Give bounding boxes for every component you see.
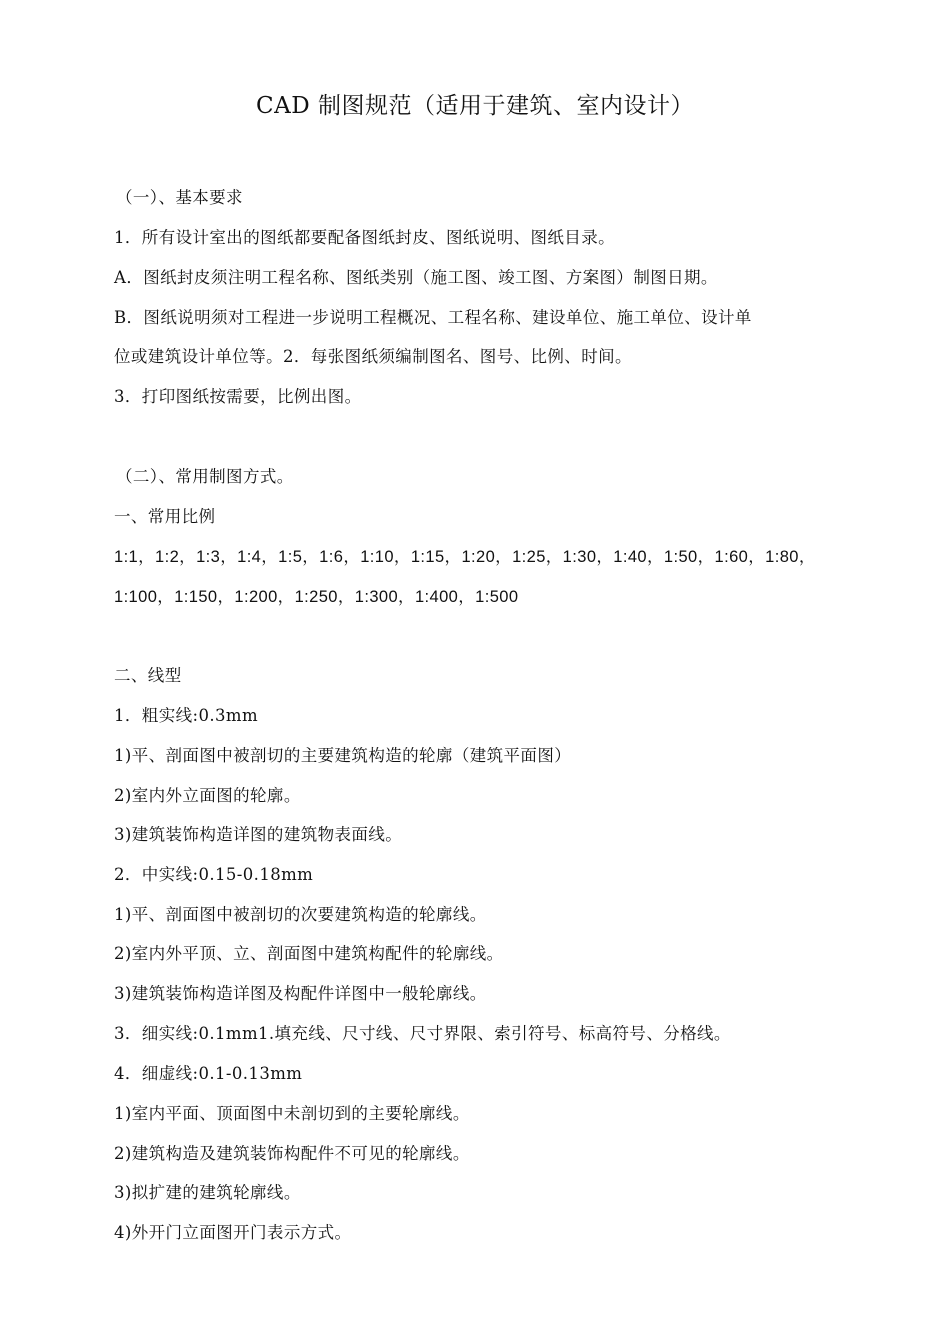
list-item: 1)平、剖面图中被剖切的次要建筑构造的轮廓线。 xyxy=(114,905,487,924)
list-item: 3．细实线:0.1mm1.填充线、尺寸线、尺寸界限、索引符号、标高符号、分格线。 xyxy=(114,1024,731,1043)
list-item: 1．粗实线:0.3mm xyxy=(114,706,258,725)
list-item: 1)平、剖面图中被剖切的主要建筑构造的轮廓（建筑平面图） xyxy=(114,746,572,765)
paragraph-line: 3．打印图纸按需要，比例出图。 xyxy=(114,387,362,406)
paragraph-line: 1．所有设计室出的图纸都要配备图纸封皮、图纸说明、图纸目录。 xyxy=(114,228,615,247)
section-heading-basic-requirements: （一）、基本要求 xyxy=(116,188,243,207)
list-item: 4)外开门立面图开门表示方式。 xyxy=(114,1223,352,1242)
paragraph-line: B．图纸说明须对工程进一步说明工程概况、工程名称、建设单位、施工单位、设计单 xyxy=(114,308,752,327)
list-item: 2)室内外立面图的轮廓。 xyxy=(114,786,301,805)
list-item: 3)建筑装饰构造详图的建筑物表面线。 xyxy=(114,825,403,844)
list-item: 3)拟扩建的建筑轮廓线。 xyxy=(114,1183,301,1202)
list-item: 2)建筑构造及建筑装饰构配件不可见的轮廓线。 xyxy=(114,1144,470,1163)
list-item: 2)室内外平顶、立、剖面图中建筑构配件的轮廓线。 xyxy=(114,944,504,963)
list-item: 1)室内平面、顶面图中未剖切到的主要轮廓线。 xyxy=(114,1104,470,1123)
list-item: 4．细虚线:0.1-0.13mm xyxy=(114,1064,303,1083)
scale-list-line: 1:1，1:2，1:3，1:4，1:5，1:6，1:10，1:15，1:20，1:25，1:30，1:40，1:50，1:60，1:80， xyxy=(114,548,816,566)
document-title: CAD 制图规范（适用于建筑、室内设计） xyxy=(256,93,694,119)
subsection-heading-line-types: 二、线型 xyxy=(114,666,182,685)
scale-list-line: 1:100，1:150，1:200，1:250，1:300，1:400，1:500 xyxy=(114,588,519,606)
subsection-heading-common-scales: 一、常用比例 xyxy=(114,507,216,526)
section-heading-common-methods: （二）、常用制图方式。 xyxy=(116,467,294,486)
paragraph-line: A．图纸封皮须注明工程名称、图纸类别（施工图、竣工图、方案图）制图日期。 xyxy=(114,268,718,287)
list-item: 3)建筑装饰构造详图及构配件详图中一般轮廓线。 xyxy=(114,984,487,1003)
list-item: 2．中实线:0.15-0.18mm xyxy=(114,865,314,884)
paragraph-line: 位或建筑设计单位等。2．每张图纸须编制图名、图号、比例、时间。 xyxy=(114,347,632,366)
